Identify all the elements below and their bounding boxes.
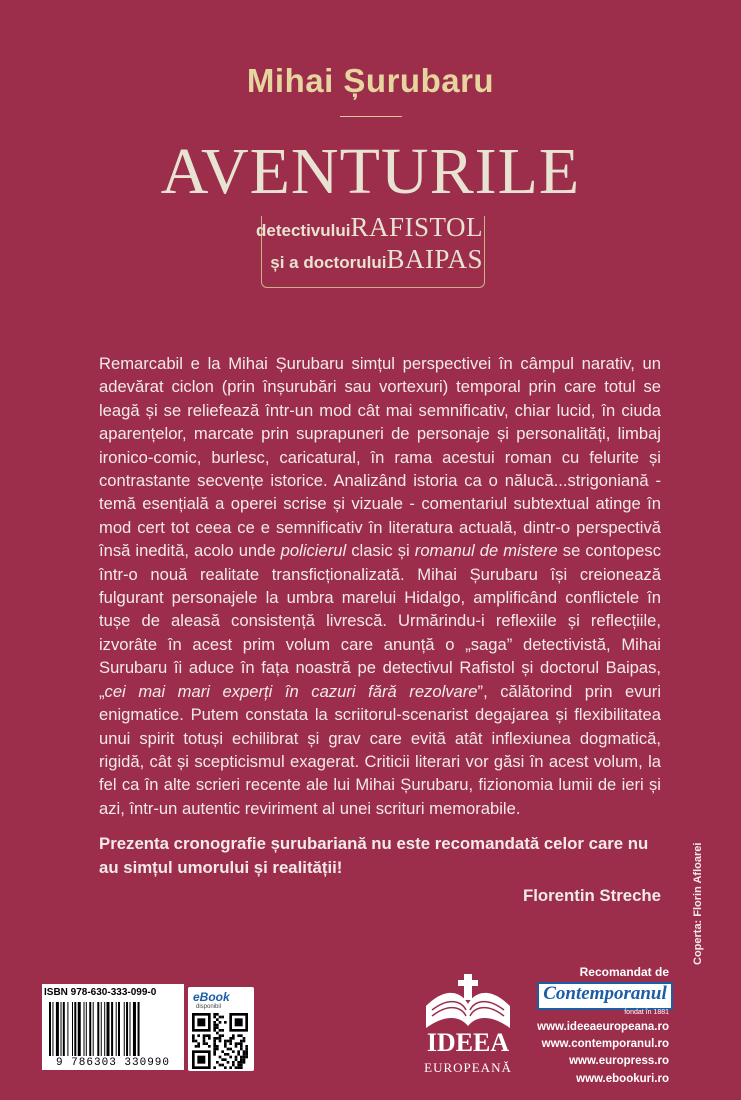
blurb-text bbox=[99, 352, 661, 820]
blurb-part-d: ”, călătorind prin evuri enigmatice. Putem constata la scriitorul-scenarist degajarea și flexibilitatea unui spirit totuși echilibrat și grav care evită atât inflexiunea dogmatică, rigidă, cât și scepticismul exagerat. Criticii literari vor găsi în acest volum, la fel ca în alte scrieri recente ale lui Mihai Șurubaru, fizionomia lumii de ieri și azi, într-un autentic reviriment al unei scrituri memorabile. bbox=[99, 681, 662, 818]
founded-note: fondat în 1881 bbox=[624, 1009, 669, 1016]
blurb-part-b: clasic și bbox=[346, 541, 415, 561]
publisher-name: IDEEA bbox=[426, 1028, 510, 1057]
subtitle-1-small: detectivului bbox=[256, 221, 351, 240]
author-name: Mihai Șurubaru bbox=[246, 62, 495, 99]
website-link[interactable]: www.contemporanul.ro bbox=[541, 1038, 669, 1051]
quote-signature: Florentin Streche bbox=[522, 886, 661, 905]
blurb-em-3: cei mai mari experți în cazuri fără rezolvare bbox=[104, 681, 478, 701]
ebook-logo: eBook bbox=[193, 990, 230, 1004]
website-list bbox=[537, 1019, 669, 1088]
qr-code-icon bbox=[192, 1013, 248, 1069]
contemporanul-logo: Contemporanul bbox=[543, 983, 667, 1004]
publisher-name-2: EUROPEANĂ bbox=[424, 1060, 512, 1075]
barcode-digits: 9 786303 330990 bbox=[55, 1057, 171, 1069]
website-link[interactable]: www.ebookuri.ro bbox=[576, 1072, 669, 1085]
blurb-em-1: policierul bbox=[280, 541, 347, 561]
title-divider bbox=[340, 116, 402, 117]
pull-quote: Prezenta cronografie șurubariană nu este recomandată celor care nu au simțul umorului și realității! bbox=[99, 834, 649, 877]
subtitle-2-big: BAIPAS bbox=[386, 244, 483, 274]
subtitle-2-small: și a doctorului bbox=[270, 253, 387, 272]
recommended-label: Recomandat de bbox=[579, 965, 669, 979]
blurb-em-2: romanul de mistere bbox=[414, 541, 558, 561]
website-link[interactable]: www.europress.ro bbox=[569, 1055, 669, 1068]
ebook-available: disponibil bbox=[196, 1004, 222, 1010]
blurb-part-a: Remarcabil e la Mihai Șurubaru simțul perspectivei în câmpul narativ, un adevărat ciclon (prin înșurubări sau vortexuri) temporal prin care totul se leagă și se reliefează într-un mod cât mai semnificativ, chiar lucid, în ciuda aparențelor, marcate prin suprapuneri de personaje și personalități, limbaj ironico-comic, burlesc, caricatural, în rama acestui roman cu felurite și contrastante secvențe istorice. Analizând istoria ca o nălucă...strigoniană - temă esențială a operei scrise și vizuale - comentariul subtextual atinge în mod cert tot ceea ce e semnificativ în literatura actuală, dintr-o perspectivă însă inedită, acolo unde bbox=[99, 354, 661, 561]
blurb-part-c: se contopesc într-o nouă realitate transficționalizată. Mihai Șurubaru își creionează fulgurant personajele la umbra marelui Hidalgo, amplificând conflictele în tușe de aleasă consistență livrescă. Urmărindu-i reflexiile și reflecțiile, izvorâte în acest prim volum care anunță o „saga” detectivistă, Mihai Surubaru îi aduce în fața noastră pe detectivul Rafistol și doctorul Baipas, „ bbox=[99, 541, 661, 701]
cover-credit-text: Coperta: Florin Afloarei bbox=[692, 842, 704, 965]
barcode-icon bbox=[47, 1002, 179, 1056]
website-link[interactable]: www.ideeaeuropeana.ro bbox=[537, 1021, 669, 1033]
subtitle-1-big: RAFISTOL bbox=[350, 212, 483, 242]
isbn-label: ISBN 978-630-333-099-0 bbox=[44, 987, 157, 998]
book-title: AVENTURILE bbox=[160, 135, 581, 208]
subtitle-line-2 bbox=[270, 244, 483, 275]
subtitle-line-1 bbox=[256, 212, 483, 243]
